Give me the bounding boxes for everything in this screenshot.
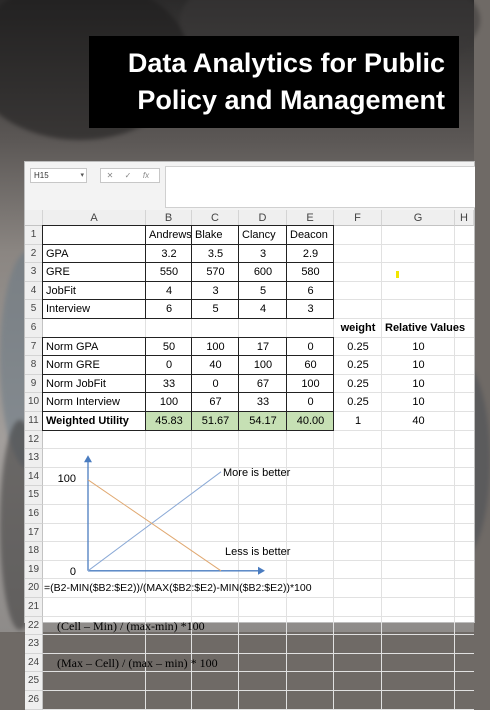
cell-c8[interactable]: 40 [209, 359, 222, 372]
row-header-25[interactable]: 25 [25, 672, 43, 691]
title-line-2: Policy and Management [137, 85, 445, 115]
row-header-16[interactable]: 16 [25, 505, 43, 524]
cell-c10[interactable]: 67 [209, 396, 222, 409]
cell-e2[interactable]: 2.9 [302, 247, 319, 260]
cell-c7[interactable]: 100 [206, 340, 225, 353]
utility-direction-chart [25, 210, 474, 710]
more-is-better-line [88, 472, 221, 571]
column-header-e[interactable]: E [287, 210, 334, 226]
column-header-b[interactable]: B [146, 210, 192, 226]
cell-a8[interactable]: Norm GRE [46, 359, 100, 372]
row-header-6[interactable]: 6 [25, 319, 43, 338]
row-header-17[interactable]: 17 [25, 524, 43, 543]
x-axis-arrow-icon [258, 567, 265, 575]
row-header-20[interactable]: 20 [25, 579, 43, 598]
cell-d2[interactable]: 3 [259, 247, 267, 260]
row-header-4[interactable]: 4 [25, 282, 43, 301]
cell-d7[interactable]: 17 [256, 340, 270, 353]
cell-d11[interactable]: 54.17 [249, 415, 277, 427]
formula-input[interactable] [165, 166, 475, 208]
column-header-c[interactable]: C [192, 210, 239, 226]
cell-a20[interactable]: =(B2-MIN($B2:$E2))/(MAX($B2:$E2)-MIN($B2:$E2))*100 [44, 582, 312, 595]
row-header-3[interactable]: 3 [25, 263, 43, 282]
title-line-1: Data Analytics for Public [127, 48, 445, 78]
cancel-icon[interactable]: ✕ [106, 171, 114, 180]
y-axis-top-label: 100 [57, 472, 76, 485]
formula-buttons [100, 168, 160, 183]
cell-b1[interactable]: Andrews [149, 229, 192, 241]
cell-a7[interactable]: Norm GPA [46, 340, 99, 353]
column-header-g[interactable]: G [382, 210, 455, 226]
cell-e11[interactable]: 40.00 [296, 415, 325, 427]
cell-g7[interactable]: 10 [412, 340, 425, 353]
row-header-24[interactable]: 24 [25, 654, 43, 673]
cell-c3[interactable]: 570 [206, 266, 225, 279]
cell-g11[interactable]: 40 [412, 415, 425, 427]
cell-d1[interactable]: Clancy [242, 229, 276, 241]
cell-g8[interactable]: 10 [412, 359, 425, 372]
row-header-10[interactable]: 10 [25, 393, 43, 412]
cell-f8[interactable]: 0.25 [347, 359, 369, 372]
row-header-7[interactable]: 7 [25, 338, 43, 357]
cell-d5[interactable]: 4 [259, 303, 267, 316]
cell-f10[interactable]: 0.25 [347, 396, 369, 409]
row-header-9[interactable]: 9 [25, 375, 43, 394]
cell-b7[interactable]: 50 [162, 340, 176, 353]
cell-d10[interactable]: 33 [256, 396, 270, 409]
cell-d3[interactable]: 600 [253, 266, 273, 279]
row-header-19[interactable]: 19 [25, 561, 43, 580]
cell-e3[interactable]: 580 [301, 266, 320, 279]
row-header-12[interactable]: 12 [25, 431, 43, 450]
column-header-a[interactable]: A [43, 210, 146, 226]
cell-c4[interactable]: 3 [212, 284, 219, 297]
cell-d9[interactable]: 67 [256, 377, 270, 390]
row-header-15[interactable]: 15 [25, 486, 43, 505]
row-header-18[interactable]: 18 [25, 542, 43, 561]
row-header-14[interactable]: 14 [25, 468, 43, 487]
cell-c1[interactable]: Blake [195, 229, 223, 241]
cell-f6[interactable]: weight [340, 322, 376, 334]
cell-f11[interactable]: 1 [354, 415, 362, 427]
cell-a3[interactable]: GRE [46, 266, 70, 279]
row-header-8[interactable]: 8 [25, 356, 43, 375]
cell-a24[interactable]: (Max – Cell) / (max – min) * 100 [57, 655, 218, 670]
name-box[interactable]: H15 ▾ [30, 168, 87, 183]
column-header-f[interactable]: F [334, 210, 382, 226]
cell-b3[interactable]: 550 [159, 266, 179, 279]
row-header-21[interactable]: 21 [25, 598, 43, 617]
cell-a11[interactable]: Weighted Utility [46, 415, 129, 427]
row-header-22[interactable]: 22 [25, 617, 43, 636]
spreadsheet-window [25, 162, 474, 705]
cell-e8[interactable]: 60 [304, 359, 317, 372]
cell-g10[interactable]: 10 [412, 396, 425, 409]
cell-b4[interactable]: 4 [165, 284, 173, 297]
cell-e1[interactable]: Deacon [290, 229, 328, 241]
cell-c2[interactable]: 3.5 [207, 247, 224, 260]
less-is-better-line [88, 480, 221, 571]
chevron-down-icon[interactable]: ▾ [80, 172, 84, 179]
y-axis-bottom-label: 0 [69, 565, 76, 578]
cell-f9[interactable]: 0.25 [347, 377, 369, 390]
cell-f7[interactable]: 0.25 [347, 340, 369, 353]
row-header-26[interactable]: 26 [25, 691, 43, 710]
row-header-11[interactable]: 11 [25, 412, 43, 431]
cell-e9[interactable]: 100 [301, 377, 320, 390]
cell-e7[interactable]: 0 [307, 340, 314, 353]
cell-a5[interactable]: Interview [46, 303, 91, 316]
formula-bar [25, 162, 474, 210]
cell-a9[interactable]: Norm JobFit [46, 377, 106, 390]
cell-b8[interactable]: 0 [165, 359, 173, 372]
cell-e4[interactable]: 6 [307, 284, 314, 297]
cell-c5[interactable]: 5 [212, 303, 219, 316]
cell-c9[interactable]: 0 [212, 377, 219, 390]
cell-b11[interactable]: 45.83 [155, 415, 183, 427]
row-header-13[interactable]: 13 [25, 449, 43, 468]
cell-e10[interactable]: 0 [307, 396, 314, 409]
cell-b2[interactable]: 3.2 [161, 247, 177, 260]
cell-g6[interactable]: Relative Values [385, 322, 466, 334]
function-icon[interactable]: fx [142, 171, 150, 180]
cell-d4[interactable]: 5 [259, 284, 267, 297]
cell-a10[interactable]: Norm Interview [46, 396, 120, 409]
row-header-1[interactable]: 1 [25, 226, 43, 245]
cell-a4[interactable]: JobFit [46, 284, 76, 297]
cell-e5[interactable]: 3 [307, 303, 314, 316]
cell-a22[interactable]: (Cell – Min) / (max-min) *100 [57, 618, 205, 633]
title-banner [89, 36, 459, 128]
y-axis-arrow-icon [84, 455, 92, 462]
row-header-2[interactable]: 2 [25, 245, 43, 264]
cell-c11[interactable]: 51.67 [201, 415, 230, 427]
row-header-5[interactable]: 5 [25, 300, 43, 319]
cell-a2[interactable]: GPA [46, 247, 69, 260]
cell-d8[interactable]: 100 [253, 359, 273, 372]
row-header-23[interactable]: 23 [25, 635, 43, 654]
cell-b9[interactable]: 33 [162, 377, 176, 390]
less-is-better-label: Less is better [225, 546, 291, 559]
more-is-better-label: More is better [223, 466, 291, 479]
cell-g9[interactable]: 10 [412, 377, 425, 390]
column-header-h[interactable]: H [455, 210, 474, 226]
column-header-d[interactable]: D [239, 210, 287, 226]
confirm-icon[interactable]: ✓ [124, 171, 132, 180]
cell-b10[interactable]: 100 [159, 396, 179, 409]
cell-b5[interactable]: 6 [165, 303, 173, 316]
